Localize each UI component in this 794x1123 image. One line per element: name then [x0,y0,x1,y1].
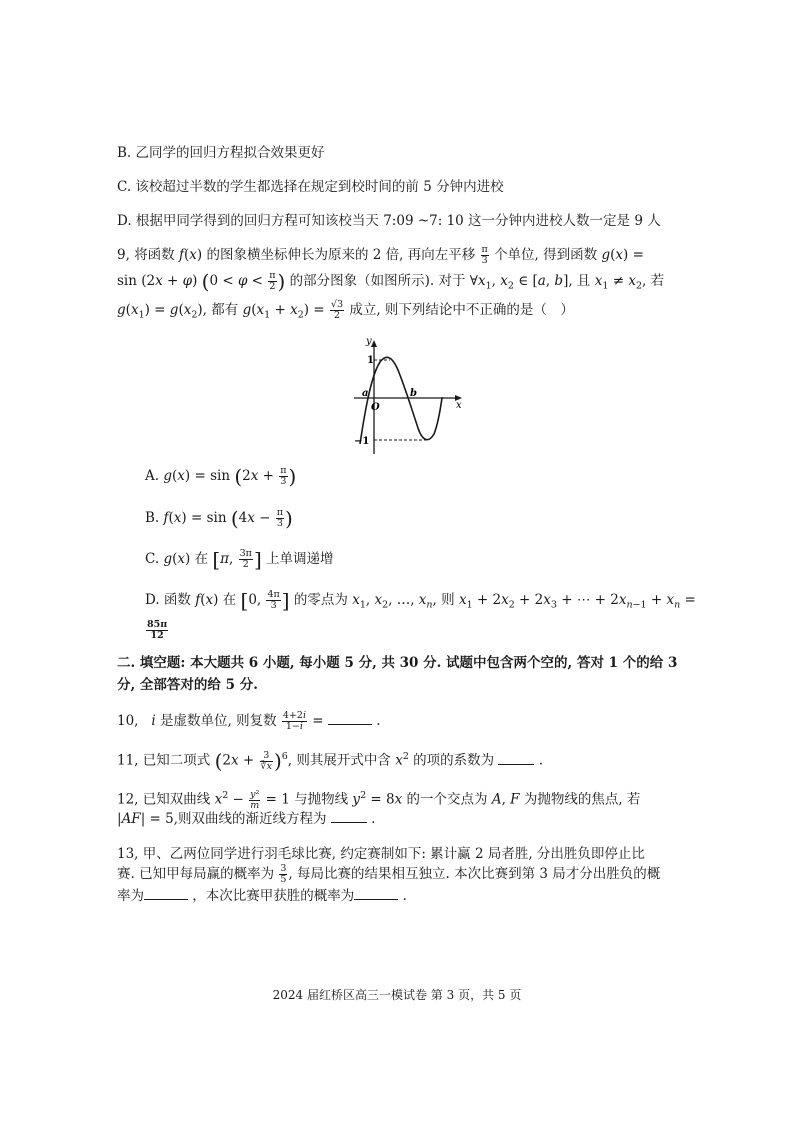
q10-answer-blank[interactable] [328,712,372,725]
q13-answer-blank-1[interactable] [144,887,188,900]
sine-curve [360,357,443,444]
q11: 11, 已知二项式 (2x + $\frac{3}{∛x}$ )$^6$, 则其展开式中含 $x^2$ 的项的系数为 . [117,749,544,773]
b-label: b [410,388,417,399]
section-2-heading-cont: 分, 全部答对的给 5 分. [117,677,258,693]
q9-option-a: A. g(x) = sin (2x + $\frac{\pi}{3}$ ) [145,464,297,489]
q13-answer-blank-2[interactable] [354,887,398,900]
q9-line-2: sin (2x + φ) (0 < φ < $\frac{\pi}{2}$ ) 的部分图象（如图所示). 对于 $\forall x_1$, $x_2$ ∈ [a, b], 且 $x_1 \ne x_2$, 若 [117,269,665,294]
a-label: a [362,388,369,399]
q9-option-d-answer: $\frac{85\pi}{12}$ [147,619,168,641]
q8-option-c: C. 该校超过半数的学生都选择在规定到校时间的前 5 分钟内进校 [117,179,504,195]
q12-answer-blank[interactable] [331,810,367,823]
q8-option-d: D. 根据甲同学得到的回归方程可知该校当天 7:09 ~7: 10 这一分钟内进校人数一定是 9 人 [117,213,661,229]
q10: 10, i 是虚数单位, 则复数 $\frac{4+2i}{1-i}$ = . [117,710,381,732]
q13-line-1: 13, 甲、乙两位同学进行羽毛球比赛, 约定赛制如下: 累计赢 2 局者胜, 分出胜负即停止比 [117,846,645,862]
q9-line-3: $g(x_1) = g(x_2)$, 都有 $g(x_1 + x_2)$ = $\frac{√3}{2}$ 成立, 则下列结论中不正确的是（ ） [117,299,574,321]
origin-label: O [371,402,380,413]
q11-answer-blank[interactable] [498,752,534,765]
y-axis-arrow [371,340,377,347]
q9-line-1: 9, 将函数 f(x) 的图象横坐标伸长为原来的 2 倍, 再向左平移 $\frac{\pi}{3}$ 个单位, 得到函数 g(x) = [117,244,644,266]
page-footer: 2024 届红桥区高三一模试卷 第 3 页，共 5 页 [272,988,522,1002]
sine-graph-figure [350,334,475,458]
y-axis-label: y [366,336,372,347]
q8-option-b: B. 乙同学的回归方程拟合效果更好 [117,145,325,161]
q13-line-3: 率为 ，本次比赛甲获胜的概率为 . [117,888,407,904]
x-axis-label: x [456,400,462,411]
min-label: −1 [354,436,370,447]
q9-option-b: B. f(x) = sin (4x − $\frac{\pi}{3}$ ) [145,506,293,531]
q12-line-1: 12, 已知双曲线 $x^2$ − $\frac{\text{y²}}{m}$ = 1 与抛物线 $y^2 = 8x$ 的一个交点为 A, F 为抛物线的焦点, 若 [117,788,641,811]
q13-line-2: 赛. 已知甲每局赢的概率为 $\frac{3}{5}$ , 每局比赛的结果相互独立. 本次比赛到第 3 局才分出胜负的概 [117,863,661,885]
q9-option-d: D. 函数 f(x) 在 [0, $\frac{4\pi}{3}$ ] 的零点为 $x_1$, $x_2$, …, $x_n$, 则 $x_1 + 2x_2 + 2x_3$ + ⋯ + $2x_{n-1} + x_n$ = [145,588,696,613]
q9-option-c: C. g(x) 在 [π, $\frac{3\pi}{2}$ ] 上单调递增 [145,547,334,572]
section-2-heading: 二. 填空题: 本大题共 6 小题, 每小题 5 分, 共 30 分. 试题中包含两个空的, 答对 1 个的给 3 [117,655,678,671]
max-label: 1 [367,355,374,366]
q12-line-2: |AF| = 5,则双曲线的渐近线方程为 . [117,811,376,827]
